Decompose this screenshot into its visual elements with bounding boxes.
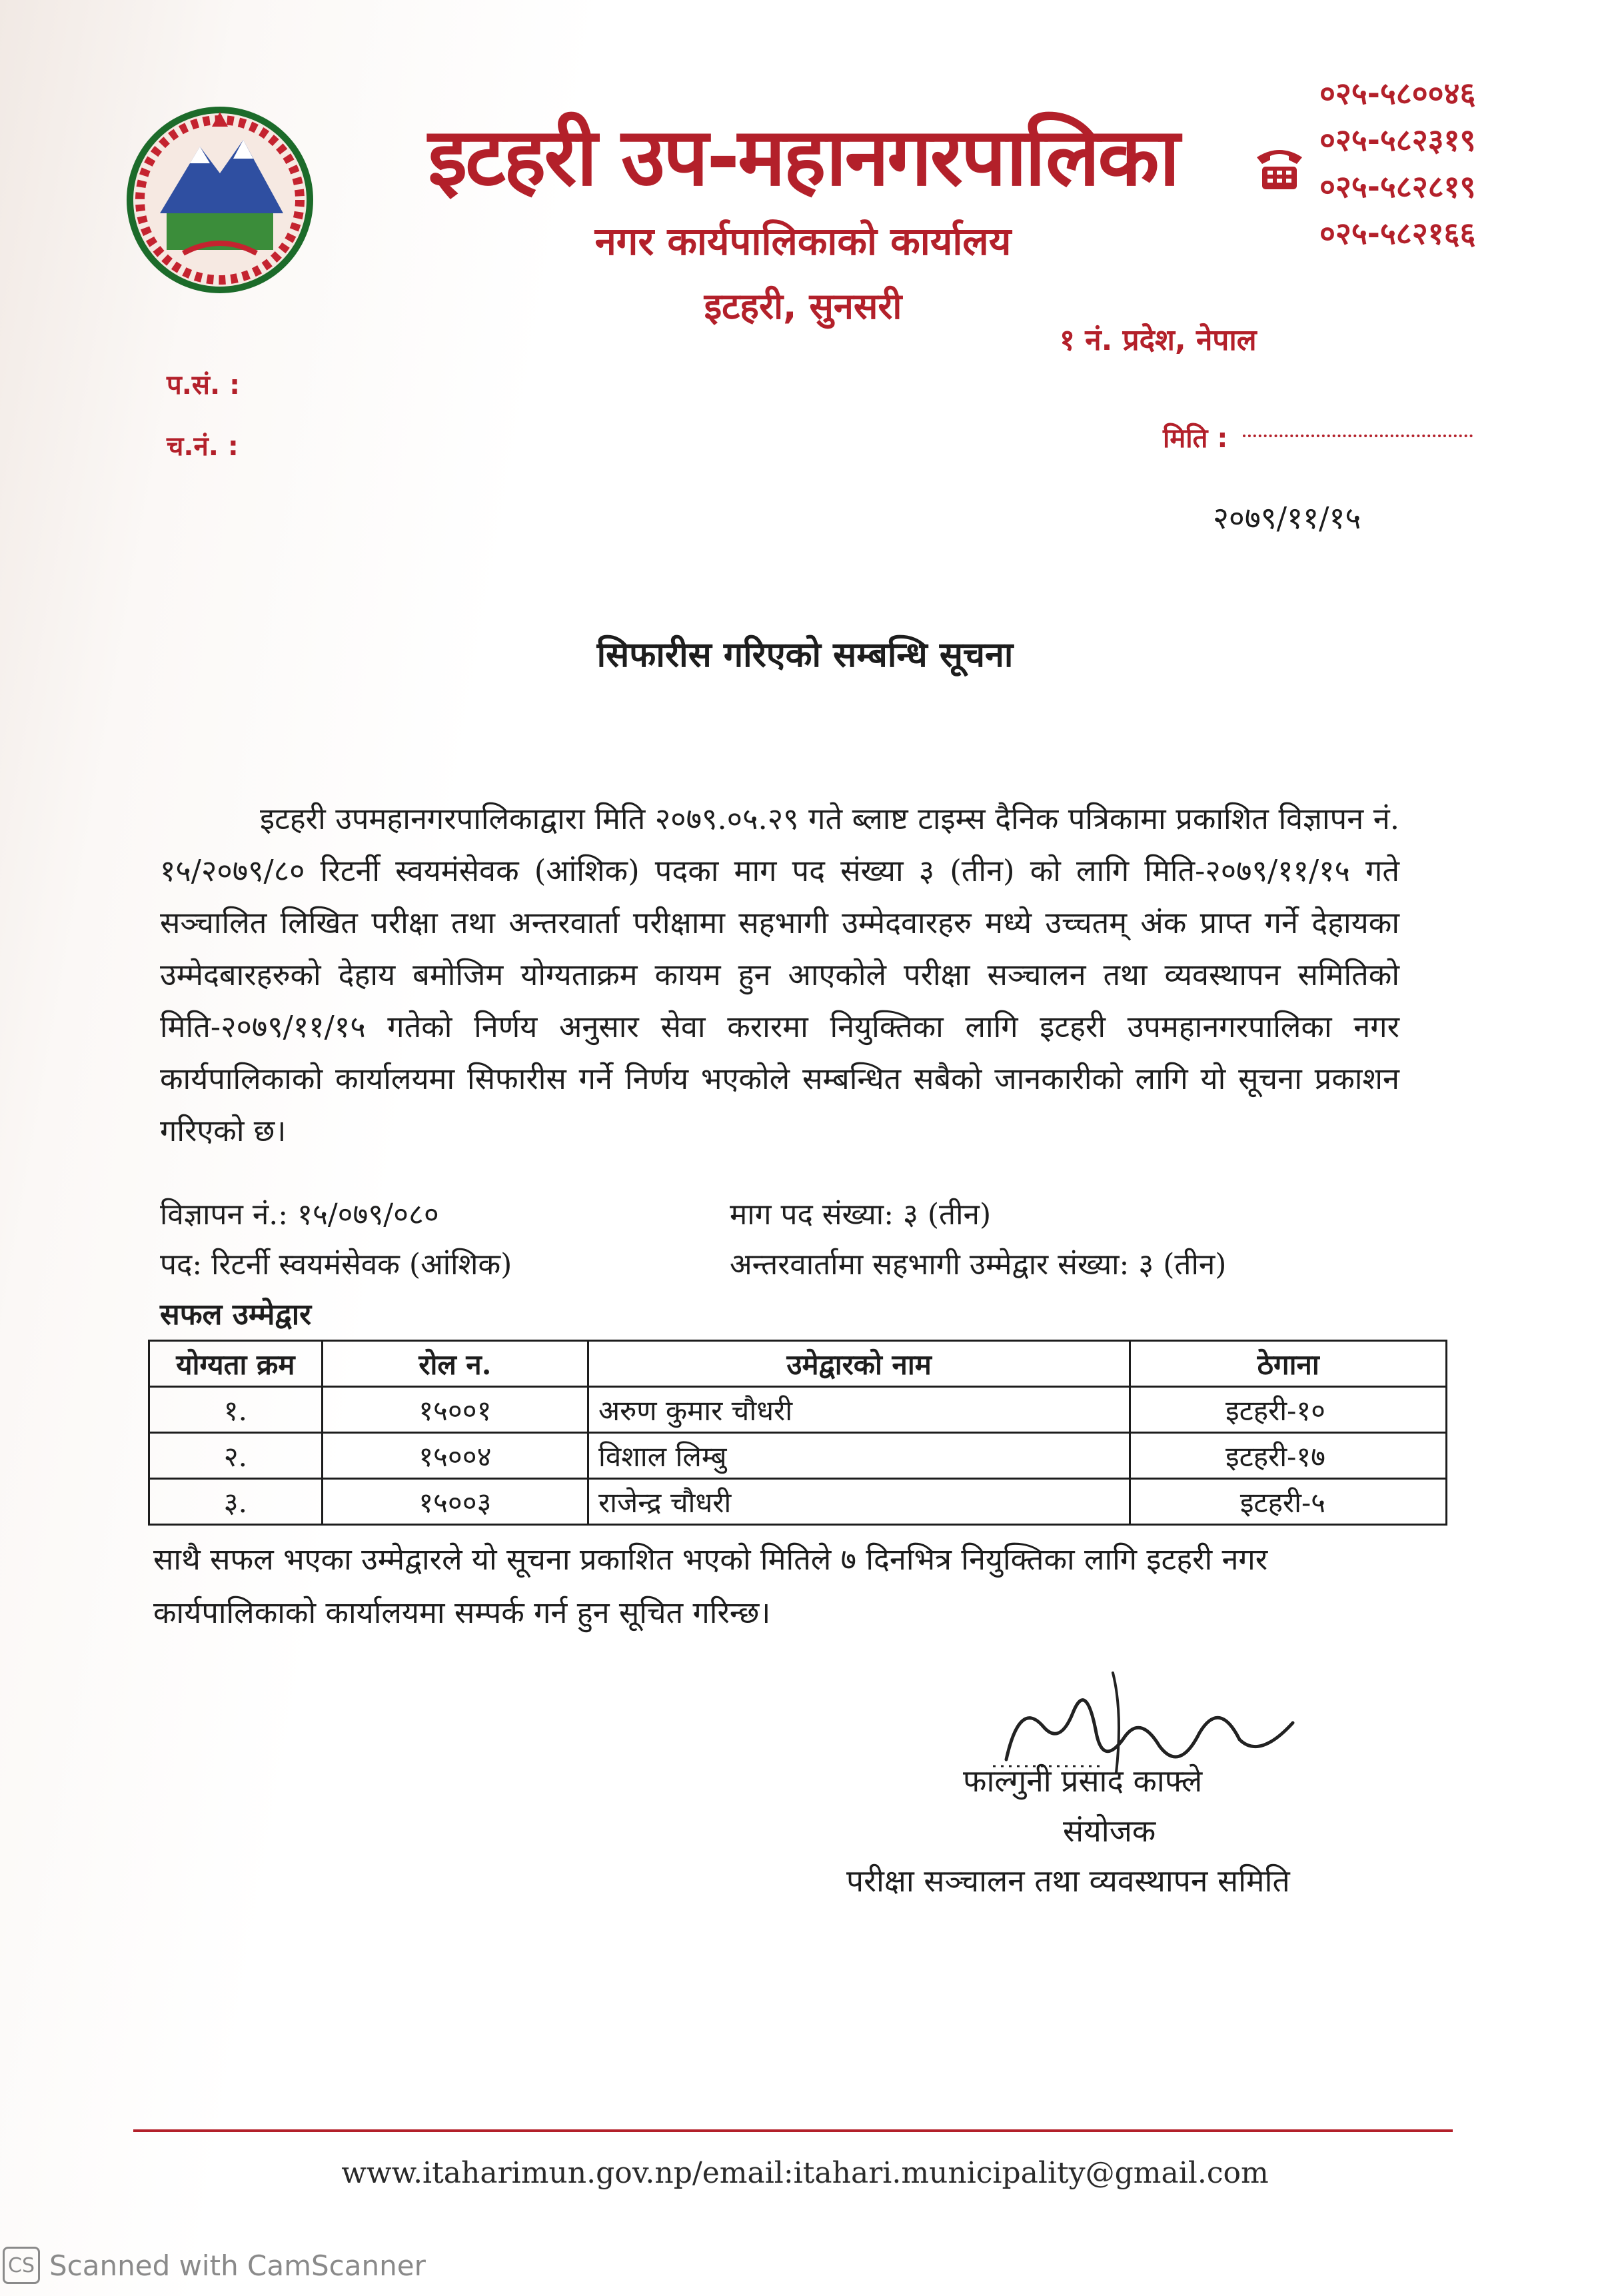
roll-cell: १५००३ xyxy=(322,1479,588,1525)
cn-label: च.नं. : xyxy=(167,431,239,462)
signatory-role: संयोजक xyxy=(1063,1813,1156,1849)
result-table xyxy=(148,1340,1447,1526)
roll-cell: १५००४ xyxy=(322,1433,588,1479)
rank-cell: १. xyxy=(149,1387,323,1433)
address-cell: इटहरी-५ xyxy=(1130,1479,1447,1525)
rank-cell: ३. xyxy=(149,1479,323,1525)
footer-contact: www.itaharimun.gov.np/email:itahari.municipality@gmail.com xyxy=(341,2156,1269,2190)
column-header: ठेगाना xyxy=(1130,1341,1447,1387)
office-subtitle: नगर कार्यपालिकाको कार्यालय xyxy=(594,219,1012,264)
phone-number: ०२५-५८२१६६ xyxy=(1319,215,1476,251)
phone-number: ०२५-५८००४६ xyxy=(1319,75,1476,111)
table-row xyxy=(149,1479,1447,1525)
ps-label: प.सं. : xyxy=(167,370,241,401)
phone-list xyxy=(1319,70,1475,257)
table-header-row xyxy=(149,1341,1447,1387)
watermark-text: Scanned with CamScanner xyxy=(49,2249,426,2282)
advertisement-number: विज्ञापन नं.: १५/०७९/०८० xyxy=(160,1198,439,1232)
office-name: इटहरी उप-महानगरपालिका xyxy=(428,111,1178,204)
phone-number: ०२५-५८२३१९ xyxy=(1319,122,1476,158)
province-label: १ नं. प्रदेश, नेपाल xyxy=(1060,323,1257,357)
participant-count: अन्तरवार्तामा सहभागी उम्मेद्वार संख्या: ३ (तीन) xyxy=(730,1248,1227,1282)
notice-body-text: इटहरी उपमहानगरपालिकाद्वारा मिति २०७९.०५.२९ गते ब्लाष्ट टाइम्स दैनिक पत्रिकामा प्रकाशित विज्ञापन नं. १५/२०७९/८० रिटर्नी स्वयमंसेवक (आंशिक) पदका माग पद संख्या ३ (तीन) को लागि मिति-२०७९/११/१५ गते सञ्चालित लिखित परीक्षा तथा अन्तरवार्ता परीक्षामा सहभागी उम्मेदवारहरु मध्ये उच्चतम् अंक प्राप्त गर्ने देहायका उम्मेदबारहरुको देहाय बमोजिम योग्यताक्रम कायम हुन आएकोले परीक्षा सञ्चालन तथा व्यवस्थापन समितिको मिति-२०७९/११/१५ गतेको निर्णय अनुसार सेवा करारमा नियुक्तिका लागि इटहरी उपमहानगरपालिका नगर कार्यपालिकाको कार्यालयमा सिफारीस गर्ने निर्णय भएकोले सम्बन्धित सबैको जानकारीको लागि यो सूचना प्रकाशन गरिएको छ। xyxy=(160,801,1399,1148)
address-cell: इटहरी-१० xyxy=(1130,1387,1447,1433)
column-header: रोल न. xyxy=(322,1341,588,1387)
notice-title: सिफारीस गरिएको सम्बन्धि सूचना xyxy=(596,634,1014,675)
scanner-watermark xyxy=(3,2245,426,2286)
telephone-icon xyxy=(1253,140,1306,193)
signatory-name: फाल्गुनी प्रसाद काफ्ले xyxy=(963,1763,1203,1799)
name-cell: अरुण कुमार चौधरी xyxy=(588,1387,1130,1433)
signatory-committee: परीक्षा सञ्चालन तथा व्यवस्थापन समिति xyxy=(846,1863,1290,1899)
demand-post-count: माग पद संख्या: ३ (तीन) xyxy=(730,1198,992,1232)
camscanner-icon: CS xyxy=(3,2247,40,2284)
date-dotted-line xyxy=(1243,435,1473,437)
success-heading: सफल उम्मेद्वार xyxy=(160,1298,312,1332)
phone-number: ०२५-५८२८१९ xyxy=(1319,169,1476,205)
office-address: इटहरी, सुनसरी xyxy=(704,285,902,327)
notice-body xyxy=(160,793,1399,1157)
roll-cell: १५००१ xyxy=(322,1387,588,1433)
footer-divider xyxy=(133,2129,1453,2132)
name-cell: विशाल लिम्बु xyxy=(588,1433,1130,1479)
rank-cell: २. xyxy=(149,1433,323,1479)
post-name: पद: रिटर्नी स्वयमंसेवक (आंशिक) xyxy=(160,1248,512,1282)
name-cell: राजेन्द्र चौधरी xyxy=(588,1479,1130,1525)
nepal-emblem-icon xyxy=(120,100,320,300)
table-row xyxy=(149,1387,1447,1433)
column-header: योग्यता क्रम xyxy=(149,1341,323,1387)
date-label: मिति : xyxy=(1163,423,1228,454)
document-date: २०७९/११/१५ xyxy=(1213,500,1361,536)
address-cell: इटहरी-१७ xyxy=(1130,1433,1447,1479)
column-header: उमेद्वारको नाम xyxy=(588,1341,1130,1387)
table-row xyxy=(149,1433,1447,1479)
closing-text: साथै सफल भएका उम्मेद्वारले यो सूचना प्रकाशित भएको मितिले ७ दिनभित्र नियुक्तिका लागि इटहरी नगर कार्यपालिकाको कार्यालयमा सम्पर्क गर्न हुन सूचित गरिन्छ। xyxy=(153,1542,1268,1630)
